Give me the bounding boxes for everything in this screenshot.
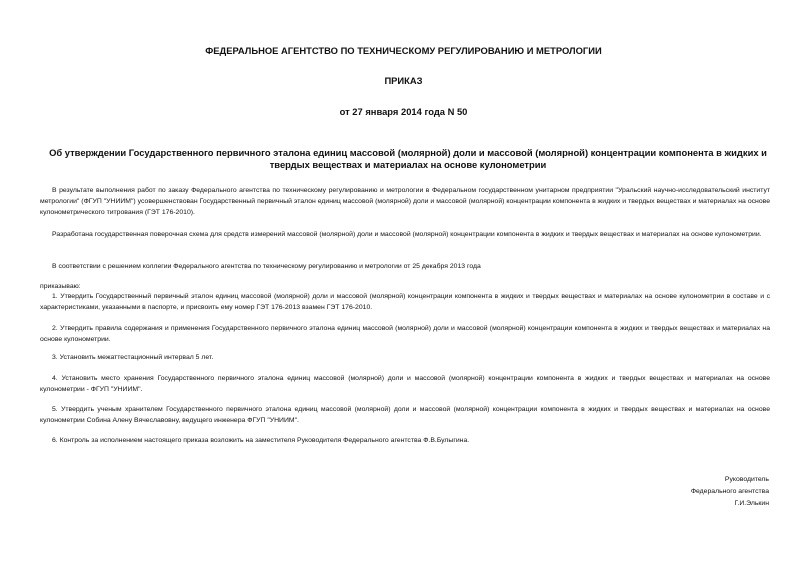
signature-organization: Федерального агентства bbox=[690, 488, 769, 495]
paragraph-decision: В соответствии с решением коллегии Федерального агентства по техническому регулированию и метрологии от 25 декабря 2013 года bbox=[52, 263, 481, 270]
signature-position: Руководитель bbox=[724, 476, 769, 483]
order-item-2: 2. Утвердить правила содержания и применения Государственного первичного эталона единиц массовой (молярной) доли и массовой (молярной) концентрации компонента в жидких и твердых веществах и материалах на основе кулонометрии. bbox=[40, 325, 770, 343]
paragraph-scheme: Разработана государственная поверочная схема для средств измерений массовой (молярной) доли и массовой (молярной) концентрации компонента в жидких и твердых веществах и материалах на основе кулонометрии. bbox=[52, 231, 762, 238]
order-item-6: 6. Контроль за исполнением настоящего приказа возложить на заместителя Руководителя Федерального агентства Ф.В.Булыгина. bbox=[52, 437, 470, 444]
signature-name: Г.И.Элькин bbox=[734, 500, 769, 507]
paragraph-intro: В результате выполнения работ по заказу Федерального агентства по техническому регулированию и метрологии в Федеральном государственном унитарном предприятии "Уральский научно-исследовательский институт метрологии" (ФГУП "УНИИМ") усовершенствован Государственный первичный эталон единиц массовой (молярной) доли и массовой (молярной) концентрации компонента в жидких и твердых веществах и материалах на основе кулонометрического титрования (ГЭТ 176-2010). bbox=[40, 187, 770, 216]
date-number: от 27 января 2014 года N 50 bbox=[339, 106, 468, 117]
order-item-5: 5. Утвердить ученым хранителем Государственного первичного эталона единиц массовой (молярной) доли и массовой (молярной) концентрации компонента в жидких и твердых веществах и материалах на основе кулонометрии Собина Алену Вячеславовну, ведущего инженера ФГУП "УНИИМ". bbox=[40, 406, 770, 424]
order-item-3: 3. Установить межаттестационный интервал 5 лет. bbox=[52, 354, 214, 361]
order-item-4: 4. Установить место хранения Государственного первичного эталона единиц массовой (молярной) доли и массовой (молярной) концентрации компонента в жидких и твердых веществах и материалах на основе кулонометрии - ФГУП "УНИИМ". bbox=[40, 375, 770, 393]
agency-title: ФЕДЕРАЛЬНОЕ АГЕНТСТВО ПО ТЕХНИЧЕСКОМУ РЕГУЛИРОВАНИЮ И МЕТРОЛОГИИ bbox=[205, 45, 602, 56]
signature-block bbox=[569, 474, 769, 510]
paragraph-order-word: приказываю: bbox=[40, 283, 81, 290]
doc-type-title: ПРИКАЗ bbox=[384, 75, 423, 86]
order-subject: Об утверждении Государственного первичного эталона единиц массовой (молярной) доли и массовой (молярной) концентрации компонента в жидких и твердых веществах и материалах на основе кулонометрии bbox=[49, 147, 767, 170]
order-item-1: 1. Утвердить Государственный первичный эталон единиц массовой (молярной) доли и массовой (молярной) концентрации компонента в жидких и твердых веществах и материалах на основе кулонометрии в составе и с характеристиками, указанными в паспорте, и присвоить ему номер ГЭТ 176-2013 взамен ГЭТ 176-2010. bbox=[40, 293, 770, 311]
